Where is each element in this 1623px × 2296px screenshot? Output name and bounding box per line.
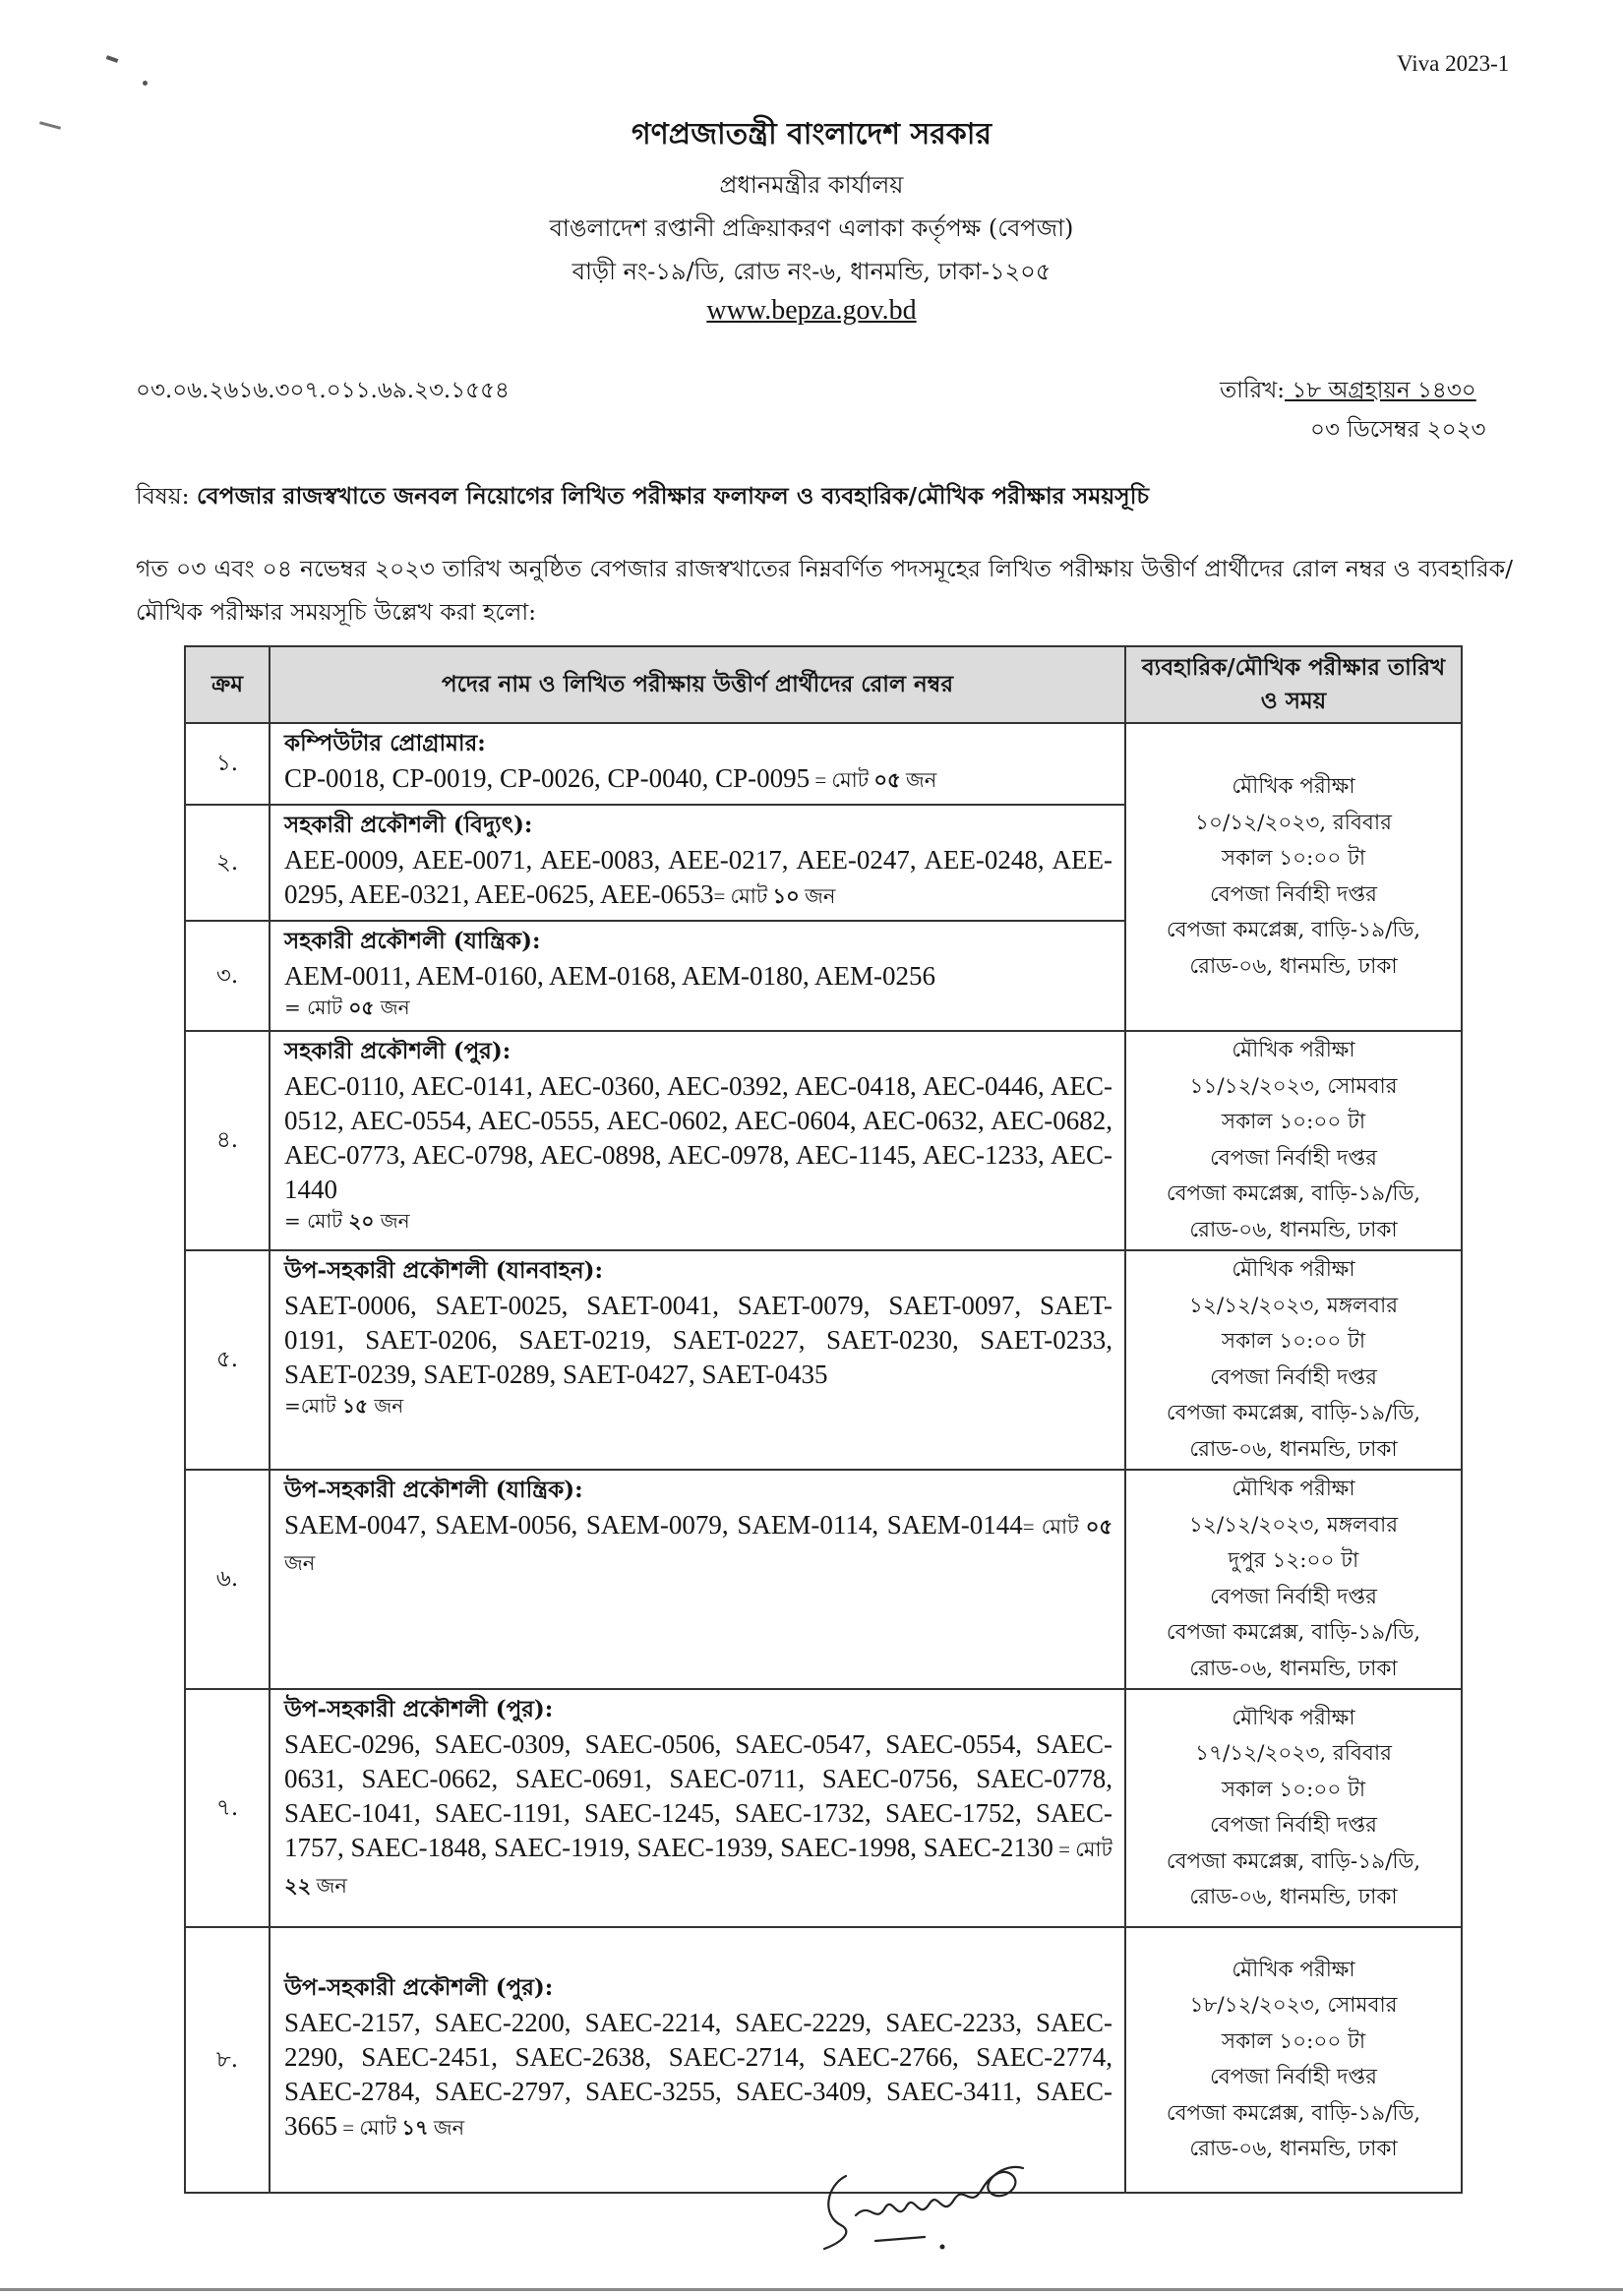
post-cell bbox=[270, 723, 1125, 805]
table-row bbox=[185, 1250, 1462, 1470]
schedule-venue: বেপজা নির্বাহী দপ্তর bbox=[1210, 1145, 1377, 1171]
post-title: উপ-সহকারী প্রকৌশলী (যান্ত্রিক): bbox=[284, 1477, 583, 1503]
schedule-venue: বেপজা নির্বাহী দপ্তর bbox=[1210, 1584, 1377, 1609]
total-suffix: জন bbox=[374, 996, 410, 1019]
post-cell bbox=[270, 1031, 1125, 1250]
schedule-address-2: রোড-০৬, ধানমন্ডি, ঢাকা bbox=[1189, 1656, 1398, 1681]
table-row bbox=[185, 1031, 1462, 1250]
roll-list: AEE-0009, AEE-0071, AEE-0083, AEE-0217, AEE-0247, AEE-0248, AEE-0295, AEE-0321, AEE-0625, AEE-0653 bbox=[284, 845, 1112, 909]
total-prefix: = মোট bbox=[337, 2116, 402, 2140]
memo-number: ০৩.০৬.২৬১৬.৩০৭.০১১.৬৯.২৩.১৫৫৪ bbox=[136, 378, 510, 403]
post-cell bbox=[270, 1470, 1125, 1689]
total-line bbox=[284, 1392, 1112, 1420]
schedule-date: ১২/১২/২০২৩, মঙ্গলবার bbox=[1188, 1293, 1399, 1318]
schedule-date: ১৮/১২/২০২৩, সোমবার bbox=[1189, 1993, 1398, 2018]
total-line bbox=[284, 994, 1112, 1021]
schedule-date: ১২/১২/২০২৩, মঙ্গলবার bbox=[1188, 1512, 1399, 1538]
roll-list: CP-0018, CP-0019, CP-0026, CP-0040, CP-0095 bbox=[284, 763, 811, 793]
serial-cell: ১. bbox=[185, 723, 270, 805]
date-english: ০৩ ডিসেম্বর ২০২৩ bbox=[1310, 417, 1486, 443]
office-name: প্রধানমন্ত্রীর কার্যালয় bbox=[719, 171, 904, 199]
schedule-venue: বেপজা নির্বাহী দপ্তর bbox=[1210, 2065, 1377, 2089]
website-link[interactable]: www.bepza.gov.bd bbox=[706, 295, 917, 326]
post-title: উপ-সহকারী প্রকৌশলী (পুর): bbox=[284, 1974, 554, 2001]
date-bangla-value: ১৮ অগ্রহায়ন ১৪৩০ bbox=[1285, 378, 1476, 403]
schedule-venue: বেপজা নির্বাহী দপ্তর bbox=[1210, 1364, 1377, 1390]
schedule-exam-type: মৌখিক পরীক্ষা bbox=[1232, 774, 1355, 799]
posts-header: পদের নাম ও লিখিত পরীক্ষায় উত্তীর্ণ প্রার্থীদের রোল নম্বর bbox=[270, 646, 1125, 723]
subject-text: বেপজার রাজস্বখাতে জনবল নিয়োগের লিখিত পরীক্ষার ফলাফল ও ব্যবহারিক/মৌখিক পরীক্ষার সময়সূচি bbox=[197, 482, 1150, 510]
subject-label: বিষয়: bbox=[136, 482, 197, 510]
total-prefix: = মোট bbox=[1052, 1838, 1112, 1861]
post-title: উপ-সহকারী প্রকৌশলী (যানবাহন): bbox=[284, 1257, 603, 1284]
roll-numbers: SAET-0006, SAET-0025, SAET-0041, SAET-0079, SAET-0097, SAET-0191, SAET-0206, SAET-0219, SAET-0227, SAET-0230, SAET-0233, SAET-0239, SAET-0289, SAET-0427, SAET-0435 bbox=[284, 1291, 1112, 1389]
post-title: সহকারী প্রকৌশলী (পুর): bbox=[284, 1038, 511, 1064]
signature-icon bbox=[816, 2146, 1072, 2259]
total-suffix: জন bbox=[374, 1209, 410, 1233]
schedule-address-2: রোড-০৬, ধানমন্ডি, ঢাকা bbox=[1189, 2137, 1398, 2161]
total-suffix: জন bbox=[311, 1874, 347, 1898]
roll-numbers bbox=[284, 1508, 1112, 1581]
post-cell bbox=[270, 805, 1125, 921]
schedule-exam-type: মৌখিক পরীক্ষা bbox=[1232, 1957, 1355, 1982]
roll-numbers: AEC-0110, AEC-0141, AEC-0360, AEC-0392, AEC-0418, AEC-0446, AEC-0512, AEC-0554, AEC-0555, AEC-0602, AEC-0604, AEC-0632, AEC-0682, AEC-0773, AEC-0798, AEC-0898, AEC-0978, AEC-1145, AEC-1233, AEC-1440 bbox=[284, 1071, 1112, 1204]
schedule-address: বেপজা কমপ্লেক্স, বাড়ি-১৯/ডি, bbox=[1166, 918, 1421, 942]
roll-list: SAEC-0296, SAEC-0309, SAEC-0506, SAEC-0547, SAEC-0554, SAEC-0631, SAEC-0662, SAEC-0691, SAEC-0711, SAEC-0756, SAEC-0778, SAEC-1041, SAEC-1191, SAEC-1245, SAEC-1732, SAEC-1752, SAEC-1757, SAEC-1848, SAEC-1919, SAEC-1939, SAEC-1998, SAEC-2130 bbox=[284, 1729, 1112, 1862]
schedule-time: সকাল ১০:০০ টা bbox=[1221, 2028, 1366, 2054]
post-title: উপ-সহকারী প্রকৌশলী (পুর): bbox=[284, 1696, 554, 1722]
total-suffix: জন bbox=[284, 1551, 316, 1575]
total-count: ২০ bbox=[348, 1209, 375, 1233]
roll-numbers bbox=[284, 1727, 1112, 1903]
total-suffix: জন bbox=[900, 768, 937, 792]
schedule-exam-type: মৌখিক পরীক্ষা bbox=[1232, 1477, 1355, 1501]
schedule-cell bbox=[1125, 1689, 1462, 1927]
table-row bbox=[185, 1689, 1462, 1927]
table-row bbox=[185, 723, 1462, 805]
serial-cell: ৮. bbox=[185, 1927, 270, 2193]
total-prefix: = মোট bbox=[810, 768, 874, 792]
total-count: ০৫ bbox=[348, 996, 375, 1019]
post-cell bbox=[270, 921, 1125, 1031]
results-table bbox=[184, 645, 1463, 2194]
table-header-row bbox=[185, 646, 1462, 723]
roll-list: SAEM-0047, SAEM-0056, SAEM-0079, SAEM-0114, SAEM-0144 bbox=[284, 1510, 1023, 1540]
schedule-address-2: রোড-০৬, ধানমন্ডি, ঢাকা bbox=[1189, 1436, 1398, 1462]
total-prefix: = মোট bbox=[1022, 1515, 1086, 1539]
schedule-cell bbox=[1125, 723, 1462, 1031]
total-prefix: = মোট bbox=[713, 884, 773, 908]
total-count: ২২ bbox=[284, 1874, 312, 1898]
schedule-time: সকাল ১০:০০ টা bbox=[1221, 1110, 1366, 1134]
total-suffix: জন bbox=[799, 884, 836, 908]
schedule-date: ১৭/১২/২০২৩, রবিবার bbox=[1195, 1741, 1392, 1766]
serial-cell: ৩. bbox=[185, 921, 270, 1031]
schedule-venue: বেপজা নির্বাহী দপ্তর bbox=[1210, 881, 1377, 907]
schedule-time: দুপুর ১২:০০ টা bbox=[1228, 1548, 1359, 1573]
total-count: ১৫ bbox=[342, 1394, 369, 1418]
government-title: গণপ্রজাতন্ত্রী বাংলাদেশ সরকার bbox=[631, 117, 992, 151]
schedule-exam-type: মৌখিক পরীক্ষা bbox=[1232, 1705, 1355, 1730]
post-cell bbox=[270, 1689, 1125, 1927]
schedule-cell bbox=[1125, 1470, 1462, 1689]
post-title: সহকারী প্রকৌশলী (বিদ্যুৎ): bbox=[284, 812, 533, 838]
roll-list: SAEC-2157, SAEC-2200, SAEC-2214, SAEC-2229, SAEC-2233, SAEC-2290, SAEC-2451, SAEC-2638, SAEC-2714, SAEC-2766, SAEC-2774, SAEC-2784, SAEC-2797, SAEC-3255, SAEC-3409, SAEC-3411, SAEC-3665 bbox=[284, 2008, 1112, 2141]
serial-cell: ৫. bbox=[185, 1250, 270, 1470]
schedule-time: সকাল ১০:০০ টা bbox=[1221, 846, 1366, 871]
roll-numbers bbox=[284, 843, 1112, 914]
post-title: সহকারী প্রকৌশলী (যান্ত্রিক): bbox=[284, 928, 541, 954]
subject-line bbox=[136, 478, 1149, 516]
schedule-cell bbox=[1125, 1927, 1462, 2193]
total-count: ১০ bbox=[772, 884, 800, 908]
serial-cell: ২. bbox=[185, 805, 270, 921]
serial-cell: ৬. bbox=[185, 1470, 270, 1689]
schedule-address: বেপজা কমপ্লেক্স, বাড়ি-১৯/ডি, bbox=[1166, 1401, 1421, 1425]
scan-mark bbox=[143, 81, 148, 86]
total-prefix: = মোট bbox=[284, 1209, 349, 1233]
schedule-address: বেপজা কমপ্লেক্স, বাড়ি-১৯/ডি, bbox=[1166, 1848, 1421, 1874]
authority-name: বাঙলাদেশ রপ্তানী প্রক্রিয়াকরণ এলাকা কর্তৃপক্ষ (বেপজা) bbox=[549, 214, 1074, 242]
schedule-cell bbox=[1125, 1250, 1462, 1470]
schedule-address: বেপজা কমপ্লেক্স, বাড়ি-১৯/ডি, bbox=[1166, 1181, 1421, 1206]
total-suffix: জন bbox=[428, 2116, 465, 2140]
schedule-date: ১০/১২/২০২৩, রবিবার bbox=[1195, 810, 1392, 835]
intro-paragraph: গত ০৩ এবং ০৪ নভেম্বর ২০২৩ তারিখ অনুষ্ঠিত বেপজার রাজস্বখাতের নিম্নবর্ণিত পদসমূহের লিখিত পরীক্ষায় উত্তীর্ণ প্রার্থীদের রোল নম্বর ও ব্যবহারিক/মৌখিক পরীক্ষার সময়সূচি উল্লেখ করা হলো: bbox=[136, 555, 1513, 626]
roll-numbers bbox=[284, 2006, 1112, 2145]
schedule-exam-type: মৌখিক পরীক্ষা bbox=[1232, 1257, 1355, 1282]
schedule-address: বেপজা কমপ্লেক্স, বাড়ি-১৯/ডি, bbox=[1166, 2100, 1421, 2126]
office-address: বাড়ী নং-১৯/ডি, রোড নং-৬, ধানমন্ডি, ঢাকা-১২০৫ bbox=[571, 258, 1052, 285]
serial-header: ক্রম bbox=[185, 646, 270, 723]
post-cell bbox=[270, 1250, 1125, 1470]
viva-code: Viva 2023-1 bbox=[1397, 51, 1510, 76]
total-count: ১৭ bbox=[401, 2116, 429, 2140]
roll-numbers bbox=[284, 761, 1112, 798]
page-bottom-rule bbox=[0, 2288, 1623, 2291]
schedule-time: সকাল ১০:০০ টা bbox=[1221, 1329, 1366, 1354]
schedule-address-2: রোড-০৬, ধানমন্ডি, ঢাকা bbox=[1189, 953, 1398, 979]
schedule-time: সকাল ১০:০০ টা bbox=[1221, 1777, 1366, 1802]
date-label: তারিখ: bbox=[1220, 378, 1286, 403]
serial-cell: ৭. bbox=[185, 1689, 270, 1927]
total-count: ০৫ bbox=[873, 768, 901, 792]
total-count: ০৫ bbox=[1085, 1515, 1112, 1539]
roll-numbers: AEM-0011, AEM-0160, AEM-0168, AEM-0180, AEM-0256 bbox=[284, 961, 935, 991]
schedule-address-2: রোড-০৬, ধানমন্ডি, ঢাকা bbox=[1189, 1885, 1398, 1909]
schedule-address: বেপজা কমপ্লেক্স, বাড়ি-১৯/ডি, bbox=[1166, 1620, 1421, 1645]
schedule-venue: বেপজা নির্বাহী দপ্তর bbox=[1210, 1813, 1377, 1838]
total-prefix: =মোট bbox=[284, 1394, 343, 1418]
schedule-cell bbox=[1125, 1031, 1462, 1250]
scan-mark bbox=[106, 55, 119, 63]
date-bangla bbox=[1220, 372, 1476, 410]
post-title: কম্পিউটার প্রোগ্রামার: bbox=[284, 730, 486, 756]
total-prefix: = মোট bbox=[284, 996, 349, 1019]
schedule-address-2: রোড-০৬, ধানমন্ডি, ঢাকা bbox=[1189, 1217, 1398, 1242]
table-row bbox=[185, 1470, 1462, 1689]
schedule-header: ব্যবহারিক/মৌখিক পরীক্ষার তারিখ ও সময় bbox=[1125, 646, 1462, 723]
serial-cell: ৪. bbox=[185, 1031, 270, 1250]
schedule-exam-type: মৌখিক পরীক্ষা bbox=[1232, 1038, 1355, 1062]
total-line bbox=[284, 1207, 1112, 1235]
schedule-date: ১১/১২/২০২৩, সোমবার bbox=[1189, 1073, 1398, 1099]
total-suffix: জন bbox=[368, 1394, 404, 1418]
